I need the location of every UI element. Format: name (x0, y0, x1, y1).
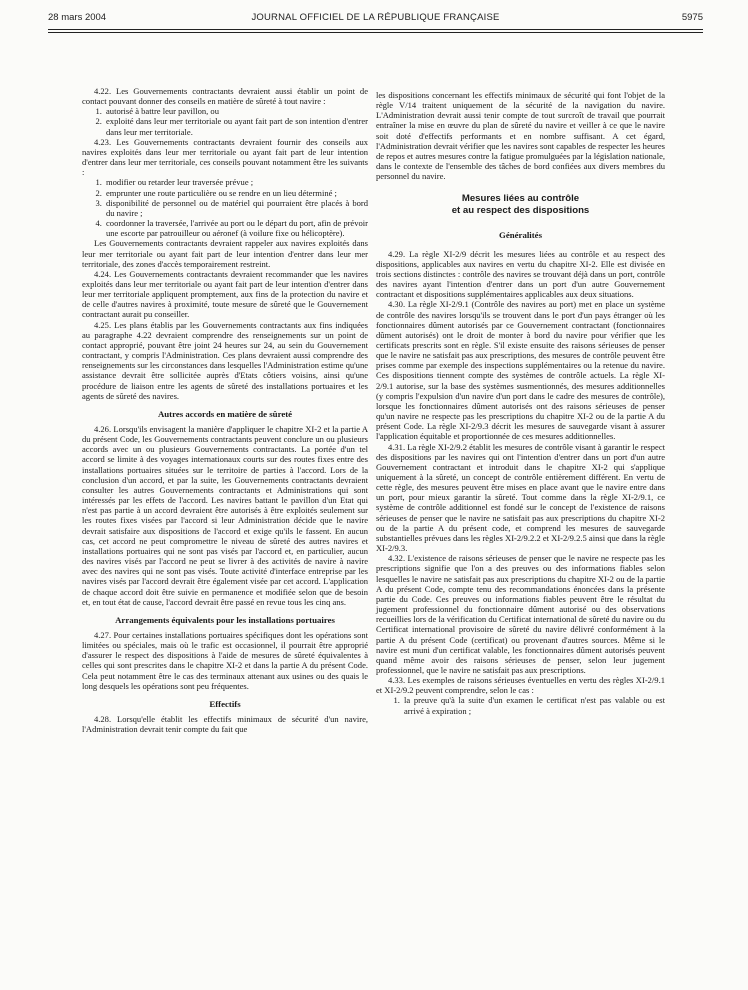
header-date: 28 mars 2004 (48, 12, 107, 23)
paragraph-4-23-b: Les Gouvernements contractants devraient rappeler aux navires exploités dans leur mer territoriale ou ayant fait part de leur intention d'entrer dans leur mer territoriale, des zones d'accès temporairement restreint. (82, 238, 368, 269)
paragraph-4-32: 4.32. L'existence de raisons sérieuses de penser que le navire ne respecte pas les prescriptions signifie que l'on a des preuves ou des informations fiables selon lesquelles le navire ne satisfait pas aux prescriptions du chapitre XI-2 ou de la partie A du présent Code, compte tenu des recommandations énoncées dans la présente partie du Code. Ces preuves ou informations fiables peuvent être le résultat du jugement professionnel du fonctionnaire dûment autorisé ou des observations recueillies lors de la vérification du Certificat international de sûreté du navire ou du Certificat international provisoire de sûreté du navire délivré conformément à la partie A du présent Code (certificat) ou provenant d'autres sources. Même si le navire est muni d'un certificat valable, les fonctionnaires dûment autorisés peuvent quand même avoir des raisons sérieuses de penser, selon leur jugement professionnel, que le navire ne satisfait pas aux prescriptions. (376, 553, 665, 675)
list-4-22 (82, 106, 368, 136)
heading-mesures (376, 193, 665, 216)
list-item: 2. exploité dans leur mer territoriale ou ayant fait part de son intention d'entrer dans leur mer territoriale. (104, 116, 368, 136)
heading-autres-accords: Autres accords en matière de sûreté (157, 408, 293, 419)
paragraph-4-30: 4.30. La règle XI-2/9.1 (Contrôle des navires au port) met en place un système de contrôle des navires lorsqu'ils se trouvent dans le port d'un pays étranger où les fonctionnaires dûment autorisés par ce Gouvernement contractant (fonctionnaires dûment autorisés) ont le droit de monter à bord du navire pour vérifier que les certificats prescrits sont en règle. S'il existe ensuite des raisons sérieuses de penser que le navire ne satisfait pas aux prescriptions, des mesures de contrôle peuvent être prises comme par exemple des inspections supplémentaires ou la retenue du navire. Ces dispositions tiennent compte des systèmes de contrôle actuels. La règle XI-2/9.1 autorise, sur la base des systèmes susmentionnés, des mesures additionnelles (y compris l'expulsion d'un navire d'un port dans le cadre des mesures de contrôle), lorsque les fonctionnaires dûment autorisés ont des raisons sérieuses de penser qu'un navire ne respecte pas les prescriptions du chapitre XI-2 ou de la partie A du présent Code. La règle XI-2/9.3 décrit les mesures de sauvegarde visant à assurer l'application équitable et proportionnée de ces mesures additionnelles. (376, 299, 665, 442)
list-item: 3. disponibilité de personnel ou de matériel qui pourraient être placés à bord du navire ; (104, 198, 368, 218)
header-page-number: 5975 (681, 12, 703, 23)
paragraph-4-23: 4.23. Les Gouvernements contractants devraient fournir des conseils aux navires exploités dans leur mer territoriale ou ayant fait part de leur intention d'entrer dans leur mer territoriale, ces conseils pouvant notamment être les suivants : (82, 136, 368, 178)
paragraph-4-33: 4.33. Les exemples de raisons sérieuses éventuelles en vertu des règles XI-2/9.1 et XI-2/9.2 peuvent comprendre, selon le cas : (376, 675, 665, 696)
list-item: 1. autorisé à battre leur pavillon, ou (104, 106, 368, 116)
paragraph-4-28-continued: les dispositions concernant les effectifs minimaux de sécurité qui font l'objet de la règle V/14 traitent uniquement de la sécurité de la navigation du navire. L'Administration devrait aussi tenir compte de tout surcroît de travail que pourrait entraîner la mise en œuvre du plan de sûreté du navire et veiller à ce que le navire soit doté d'effectifs performants et en nombre suffisant. A cet égard, l'Administration devrait vérifier que les navires sont capables de respecter les heures de repos et autres mesures contre la fatigue promulguées par la législation nationale, dans le contexte de l'ensemble des tâches de bord confiées aux divers membres du personnel du navire. (376, 90, 665, 182)
list-4-33 (376, 695, 665, 715)
heading-generalites: Généralités (499, 230, 542, 241)
list-item: 1. la preuve qu'à la suite d'un examen le certificat n'est pas valable ou est arrivé à expiration ; (402, 695, 665, 715)
list-item: 1. modifier ou retarder leur traversée prévue ; (104, 177, 368, 187)
paragraph-4-28: 4.28. Lorsqu'elle établit les effectifs minimaux de sécurité d'un navire, l'Administration devrait tenir compte du fait que (82, 714, 368, 735)
heading-mesures-line-1: Mesures liées au contrôle (461, 193, 580, 205)
paragraph-4-27: 4.27. Pour certaines installations portuaires spécifiques dont les opérations sont limitées ou spéciales, mais où le trafic est occasionnel, il pourrait être approprié d'assurer le respect des dispositions à l'aide de mesures de sûreté équivalentes à celles qui sont prescrites dans le chapitre XI-2 et dans la partie A du présent Code. Cela peut notamment être le cas des terminaux attenant aux usines ou des quais le long desquels les opérations sont peu fréquentes. (82, 629, 368, 691)
header-rule-bottom (48, 32, 703, 33)
heading-mesures-line-2: et au respect des dispositions (451, 204, 590, 216)
header-rule-top (48, 29, 703, 30)
paragraph-4-24: 4.24. Les Gouvernements contractants devraient recommander que les navires exploités dans leur mer territoriale ou ayant fait part de leur intention d'entrer dans leur mer territoriale appliquent promptement, aux fins de la protection du navire et de celle d'autres navires à proximité, toute mesure de sûreté que le Gouvernement contractant aurait pu conseiller. (82, 268, 368, 320)
paragraph-4-29: 4.29. La règle XI-2/9 décrit les mesures liées au contrôle et au respect des dispositions, applicables aux navires en vertu du chapitre XI-2. Elle est divisée en trois sections distinctes : contrôle des navires se trouvant déjà dans un port, contrôle des navires ayant l'intention d'entrer dans un port d'un autre Gouvernement contractant et dispositions supplémentaires applicables aux deux situations. (376, 248, 665, 300)
heading-arrangements: Arrangements équivalents pour les installations portuaires (115, 614, 335, 625)
list-item: 2. emprunter une route particulière ou se rendre en un lieu déterminé ; (104, 188, 368, 198)
paragraph-4-26: 4.26. Lorsqu'ils envisagent la manière d'appliquer le chapitre XI-2 et la partie A du présent Code, les Gouvernements contractants peuvent conclure un ou plusieurs accords avec un ou plusieurs Gouvernements contractants. La portée d'un tel accord se limite à des voyages internationaux courts sur des routes fixes entre des installations portuaires situées sur le territoire de parties à l'accord. Lors de la conclusion d'un accord, et par la suite, les Gouvernements contractants devraient consulter les autres Gouvernements contractants et Administrations qui sont intéressés par les effets de l'accord. Les navires battant le pavillon d'un Etat qui n'est pas partie à un accord devraient être autorisés à être exploités seulement sur les routes fixes visées par l'accord si leur Administration décide que le navire devrait satisfaire aux dispositions de l'accord et exige qu'ils le fassent. En aucun cas, cet accord ne peut compromettre le niveau de sûreté des autres navires et installations portuaires qui ne sont pas visés par l'accord et, en particulier, aucun des navires visés par l'accord ne peut se livrer à des activités de navire à navire avec des navires qui ne sont pas visés. Toute activité d'interface entreprise par les navires visés par l'accord devrait être également visée par cet accord. L'application de chaque accord doit être suivie en permanence et modifiée selon que de besoin et, en tout état de cause, l'accord devrait être passé en revue tous les cinq ans. (82, 424, 368, 607)
paragraph-4-22: 4.22. Les Gouvernements contractants devraient aussi établir un point de contact pouvant donner des conseils en matière de sûreté à tout navire : (82, 86, 368, 107)
header-journal-title: JOURNAL OFFICIEL DE LA RÉPUBLIQUE FRANÇAISE (251, 12, 500, 23)
paragraph-4-25: 4.25. Les plans établis par les Gouvernements contractants aux fins indiquées au paragraphe 4.22 devraient comprendre des renseignements sur un point de contact approprié, pouvant être joint 24 heures sur 24, au sein du Gouvernement contractant, y compris l'Administration. Ces plans devraient aussi comprendre des renseignements sur les circonstances dans lesquelles l'Administration estime qu'une assistance devrait être sollicitée auprès d'Etats côtiers voisins, ainsi qu'une procédure de liaison entre les agents de sûreté des installations portuaires et les agents de sûreté des navires. (82, 319, 369, 401)
right-column (376, 90, 665, 716)
paragraph-4-31: 4.31. La règle XI-2/9.2 établit les mesures de contrôle visant à garantir le respect des dispositions par les navires qui ont l'intention d'entrer dans un port d'un autre Gouvernement contractant et introduit dans le chapitre XI-2 qui s'applique uniquement à la sûreté, un concept de contrôle entièrement différent. En vertu de cette règle, des mesures peuvent être mises en place avant que le navire entre dans un port, pour mieux garantir la sûreté. Tout comme dans la règle XI-2/9.1, ce système de contrôle additionnel est fondé sur le concept de l'existence de raisons sérieuses de penser que le navire ne satisfait pas aux prescriptions du chapitre XI-2 ou de la partie A du présent code, et comprend les mesures de sauvegarde substantielles prévues dans les règles XI-2/9.2.2 et XI-2/9.2.5 ainsi que dans la règle XI-2/9.3. (376, 441, 665, 554)
list-item: 4. coordonner la traversée, l'arrivée au port ou le départ du port, afin de prévoir une escorte par patrouilleur ou aéronef (à voilure fixe ou hélicoptère). (104, 218, 368, 238)
heading-effectifs: Effectifs (209, 698, 241, 709)
list-4-23 (82, 177, 368, 238)
left-column (82, 86, 368, 734)
